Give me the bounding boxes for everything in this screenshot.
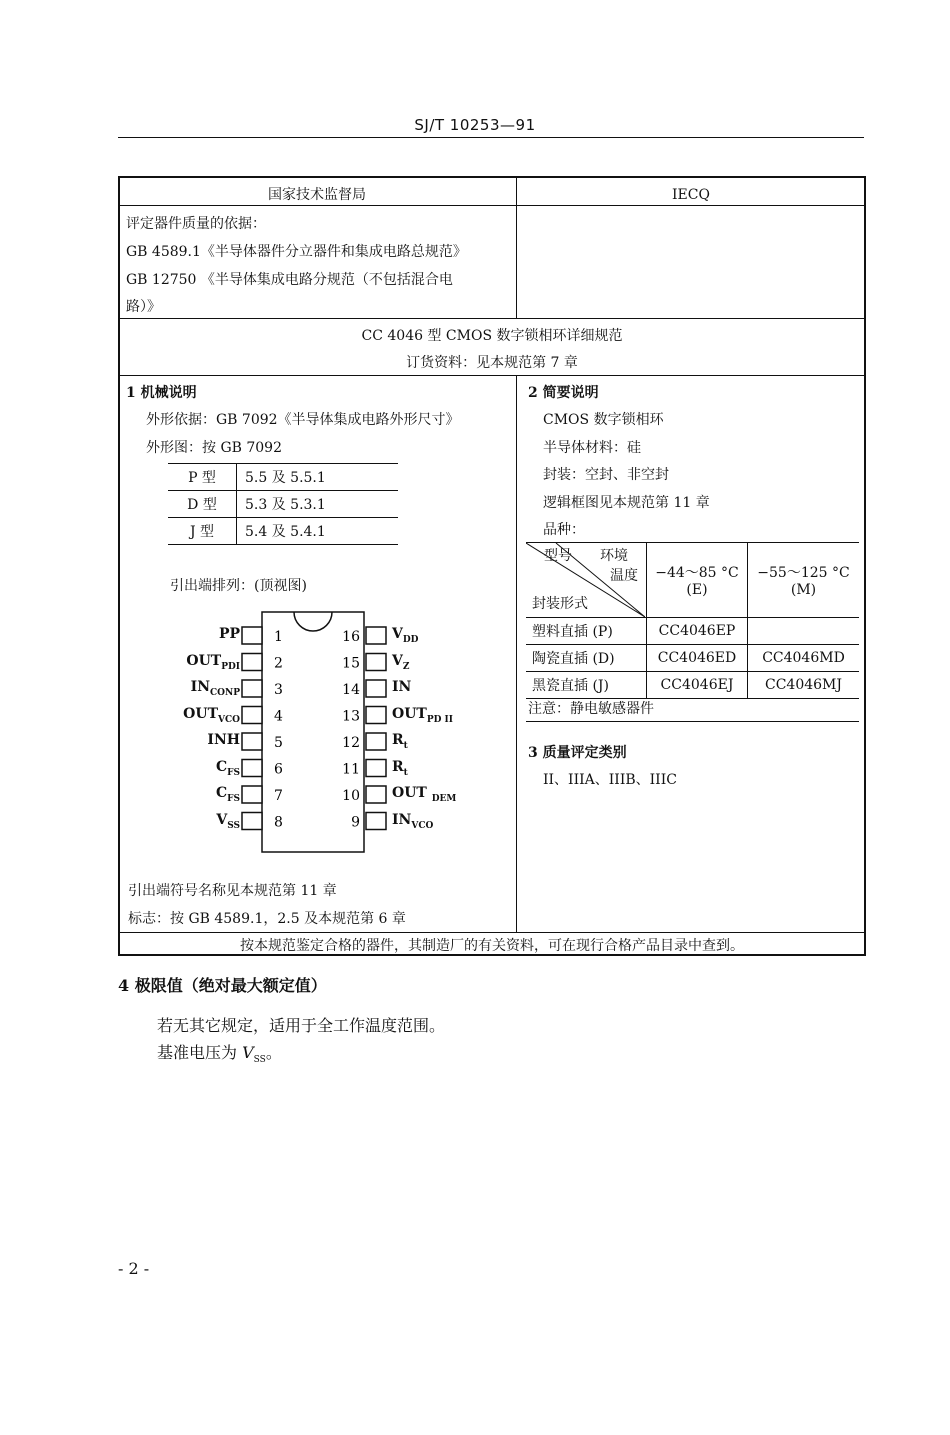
pin-label-main: C — [215, 785, 228, 801]
pin-names-note: 引出端符号名称见本规范第 11 章 — [128, 883, 337, 899]
pin-box-left — [242, 707, 262, 724]
pin-number-right: 11 — [342, 761, 360, 778]
pin-label-main: V — [216, 811, 228, 828]
pin-box-left — [242, 760, 262, 777]
variety-table — [526, 542, 859, 699]
pin-number-left: 5 — [274, 735, 283, 751]
pin-label-main: V — [392, 626, 403, 642]
pin-label-sub: DD — [402, 634, 419, 645]
pin-label-sub: CONP — [210, 687, 240, 698]
pin-box-left — [242, 813, 262, 830]
basis-title: 评定器件质量的依据： — [126, 216, 266, 232]
page-number: - 2 - — [118, 1259, 150, 1278]
table-row — [526, 645, 859, 672]
package-cell: 塑料直插 (P) — [526, 618, 647, 645]
pin-label-sub: VCO — [218, 714, 240, 725]
pin-label — [183, 706, 240, 725]
pin-label — [392, 706, 453, 725]
outline-table — [168, 463, 398, 545]
outline-ref: 5.5 及 5.5.1 — [237, 464, 399, 491]
header-rule — [118, 137, 864, 138]
pin-box-right — [366, 654, 386, 671]
limits-line-2 — [157, 1044, 282, 1069]
pin-number-left: 6 — [274, 761, 283, 778]
pin-box-right — [366, 760, 386, 777]
pin-label — [216, 785, 240, 804]
pin-box-right — [366, 813, 386, 830]
pin-label-sub: PD II — [426, 714, 453, 725]
pin-number-right: 12 — [342, 735, 360, 751]
pin-label-sub: DEM — [431, 793, 457, 804]
table-row — [526, 543, 859, 618]
diag-temp: 温度 — [610, 568, 638, 584]
pin-box-right — [366, 786, 386, 803]
pin-number-right: 14 — [342, 682, 360, 698]
vrule-mid — [516, 375, 517, 932]
pin-label-main: R — [392, 758, 404, 775]
section4-title: 4 极限值（绝对最大额定值） — [118, 976, 327, 995]
package-cell: 黑瓷直插 (J) — [526, 672, 647, 699]
model-e-cell: CC4046EP — [647, 618, 748, 645]
pin-label-sub: t — [403, 740, 408, 751]
rule-row3 — [118, 375, 866, 376]
pin-label-main: OUT — [186, 652, 222, 669]
pin-label — [216, 812, 240, 831]
order-info: 订货资料：见本规范第 7 章 — [406, 355, 578, 371]
basis-line-2: GB 12750 《半导体集成电路分规范（不包括混合电 — [126, 272, 453, 288]
pin-label-main: IN — [392, 811, 412, 828]
pin-label — [219, 626, 240, 642]
table-row — [168, 518, 398, 545]
pin1-notch — [294, 612, 332, 631]
brief-line-2: 半导体材料：硅 — [543, 440, 641, 456]
pin-label — [191, 679, 240, 698]
pin-box-left — [242, 733, 262, 750]
outline-ref: 5.3 及 5.3.1 — [237, 491, 399, 518]
basis-line-1: GB 4589.1《半导体器件分立器件和集成电路总规范》 — [126, 244, 467, 260]
model-m-cell — [748, 618, 860, 645]
pin-box-left — [242, 680, 262, 697]
temp-m-range: −55～125 °C — [757, 565, 850, 581]
pin-number-right: 9 — [351, 814, 360, 831]
rule-row2 — [118, 318, 866, 319]
section1-title: 1 机械说明 — [126, 385, 197, 401]
pin-label-main: OUT — [392, 785, 432, 801]
pin-box-left — [242, 654, 262, 671]
table-row — [168, 491, 398, 518]
pin-number-left: 8 — [274, 814, 283, 831]
pin-label-main: C — [215, 758, 228, 775]
basis-line-3: 路）》 — [126, 299, 161, 315]
model-e-cell: CC4046ED — [647, 645, 748, 672]
esd-note: 注意：静电敏感器件 — [528, 701, 654, 717]
pin-number-right: 16 — [342, 629, 360, 645]
pin-label-main: PP — [218, 626, 240, 642]
qualified-note: 按本规范鉴定合格的器件，其制造厂的有关资料，可在现行合格产品目录中查到。 — [240, 938, 744, 954]
pin-label-sub: VCO — [411, 820, 434, 831]
pin-number-left: 2 — [274, 655, 283, 672]
pin-label-sub: FS — [227, 793, 240, 804]
pin-box-right — [366, 733, 386, 750]
pin-number-left: 3 — [274, 682, 283, 698]
pin-label-main: OUT — [183, 705, 218, 722]
temp-e-code: (E) — [686, 582, 708, 598]
temp-e-range: −44～85 °C — [655, 565, 739, 581]
model-e-cell: CC4046EJ — [647, 672, 748, 699]
diag-env: 环境 — [600, 548, 628, 564]
pin-label — [392, 679, 411, 695]
diag-package: 封装形式 — [532, 596, 588, 612]
section2-title: 2 简要说明 — [528, 385, 599, 401]
note-underline — [526, 721, 859, 722]
marking-note: 标志：按 GB 4589.1，2.5 及本规范第 6 章 — [128, 911, 406, 927]
pin-number-left: 4 — [274, 708, 283, 725]
rule-row1 — [118, 205, 866, 206]
temp-m-code: (M) — [790, 582, 817, 598]
outline-drawing: 外形图：按 GB 7092 — [146, 440, 283, 456]
pin-label-sub: SS — [227, 820, 240, 831]
standard-code: SJ/T 10253—91 — [414, 116, 536, 134]
temp-m-header — [748, 543, 860, 618]
pin-label-main: IN — [190, 679, 210, 695]
vss-sub: SS — [253, 1055, 266, 1066]
pin-number-right: 10 — [342, 788, 360, 804]
section3-title: 3 质量评定类别 — [528, 745, 627, 761]
pin-label — [207, 732, 240, 748]
limits-line-2-suffix: 。 — [265, 1043, 282, 1062]
pin-label — [216, 759, 240, 778]
table-row — [526, 672, 859, 699]
table-row — [168, 464, 398, 491]
model-m-cell: CC4046MJ — [748, 672, 860, 699]
limits-line-1: 若无其它规定，适用于全工作温度范围。 — [157, 1016, 446, 1035]
pin-label-main: R — [392, 732, 404, 748]
pin-arrangement-label: 引出端排列：(顶视图) — [170, 578, 307, 594]
pin-number-left: 1 — [274, 629, 283, 645]
pin-label-sub: Z — [402, 661, 410, 672]
pin-label-sub: FS — [227, 767, 240, 778]
limits-line-2-prefix: 基准电压为 — [157, 1043, 243, 1062]
pin-label — [392, 785, 456, 804]
pin-number-left: 7 — [274, 788, 283, 804]
table-row — [526, 618, 859, 645]
pin-label-main: IN — [392, 679, 412, 695]
pin-label — [392, 812, 433, 831]
temp-e-header — [647, 543, 748, 618]
pin-label — [392, 732, 408, 751]
outline-type: D 型 — [168, 491, 237, 518]
issuer-left: 国家技术监督局 — [268, 187, 366, 203]
pin-number-right: 15 — [342, 655, 360, 672]
outline-ref: 5.4 及 5.4.1 — [237, 518, 399, 545]
pin-box-right — [366, 627, 386, 644]
diagonal-header-cell — [526, 543, 647, 618]
vss-var: V — [242, 1043, 254, 1062]
outline-basis: 外形依据：GB 7092《半导体集成电路外形尺寸》 — [146, 412, 460, 428]
pin-label-main: INH — [207, 732, 240, 748]
outline-type: P 型 — [168, 464, 237, 491]
pin-label — [186, 653, 240, 672]
diag-model: 型号 — [544, 548, 572, 564]
brief-line-3: 封装：空封、非空封 — [543, 467, 669, 483]
outline-type: J 型 — [168, 518, 237, 545]
pin-label — [392, 759, 408, 778]
pin-box-right — [366, 707, 386, 724]
spec-title: CC 4046 型 CMOS 数字锁相环详细规范 — [361, 328, 623, 344]
pin-box-left — [242, 627, 262, 644]
pin-label-sub: t — [403, 767, 408, 778]
pin-label-main: OUT — [392, 705, 427, 722]
variety-label: 品种： — [543, 522, 585, 538]
dip16-package — [236, 610, 396, 855]
model-m-cell: CC4046MD — [748, 645, 860, 672]
pin-label — [392, 626, 418, 645]
pin-label-main: V — [392, 652, 403, 669]
brief-line-4: 逻辑框图见本规范第 11 章 — [543, 495, 710, 511]
package-cell: 陶瓷直插 (D) — [526, 645, 647, 672]
issuer-right: IECQ — [672, 187, 710, 203]
pin-number-right: 13 — [342, 708, 360, 725]
rule-row4 — [118, 932, 866, 933]
quality-categories: II、IIIA、IIIB、IIIC — [543, 772, 677, 788]
pin-label-sub: PDI — [221, 661, 240, 672]
pin-label — [392, 653, 409, 672]
pin-box-left — [242, 786, 262, 803]
pin-box-right — [366, 680, 386, 697]
brief-line-1: CMOS 数字锁相环 — [543, 412, 664, 428]
